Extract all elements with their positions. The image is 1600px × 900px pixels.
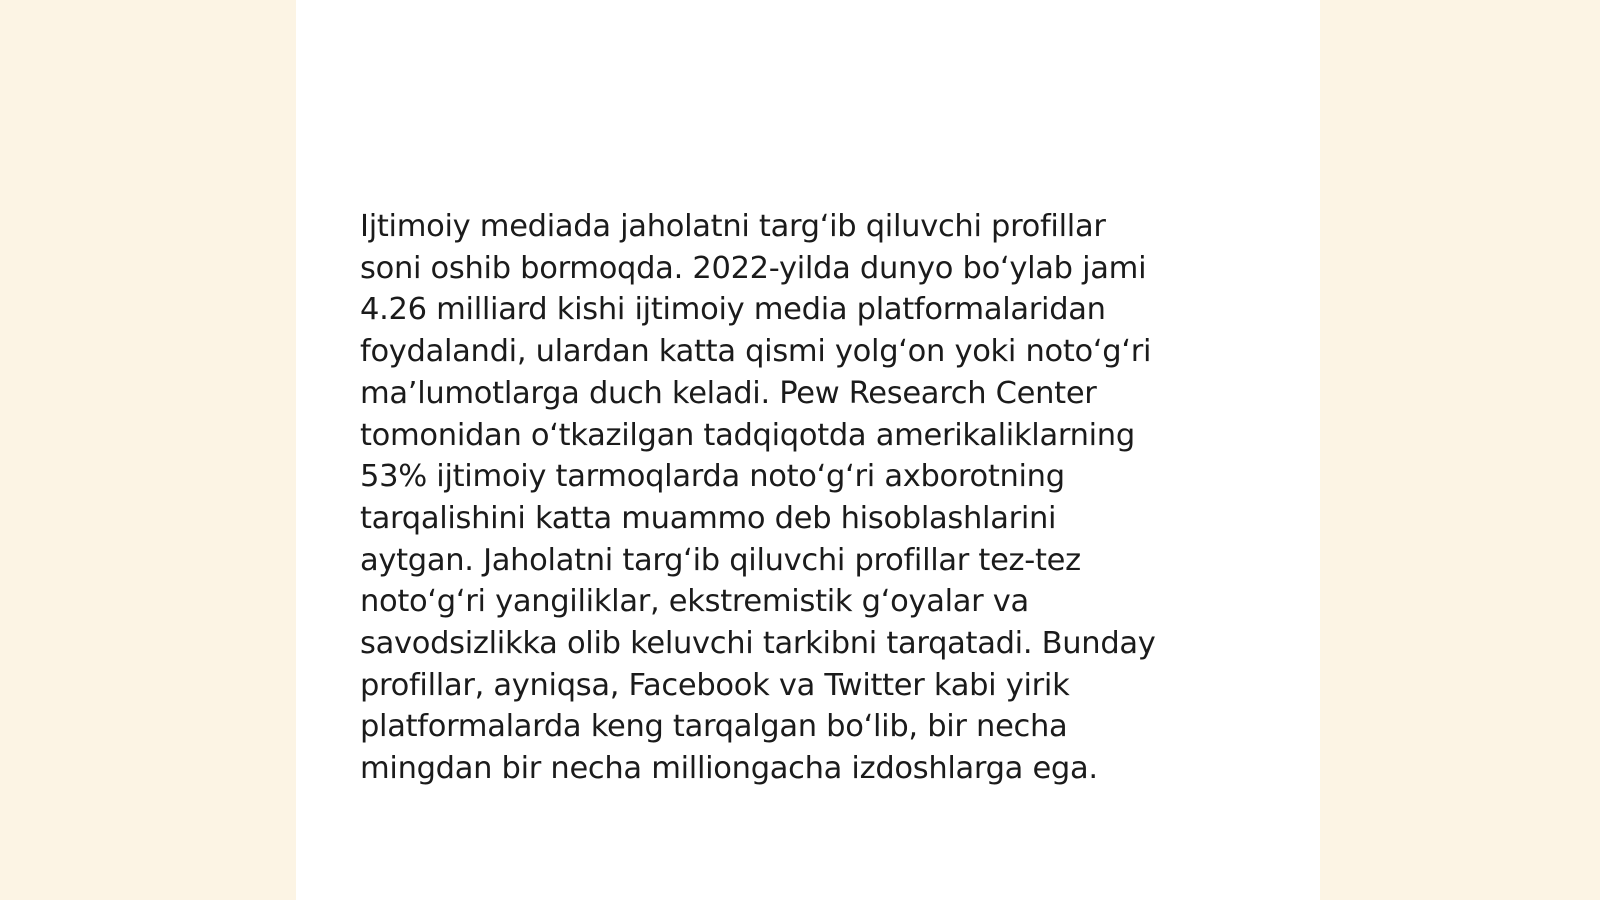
document-page — [296, 0, 1320, 900]
paragraph-line: tarqalishini katta muammo deb hisoblashlarini — [360, 500, 1057, 536]
paragraph-line: foydalandi, ulardan katta qismi yolg‘on yoki noto‘g‘ri — [360, 334, 1152, 370]
paragraph-line: ma’lumotlarga duch keladi. Pew Research Center — [360, 375, 1097, 411]
paragraph-line: savodsizlikka olib keluvchi tarkibni tarqatadi. Bunday — [360, 626, 1156, 662]
paragraph-line: Ijtimoiy mediada jaholatni targ‘ib qiluvchi profillar — [360, 209, 1106, 244]
paragraph-line: soni oshib bormoqda. 2022-yilda dunyo bo‘ylab jami — [360, 250, 1147, 286]
paragraph-line: tomonidan o‘tkazilgan tadqiqotda amerikaliklarning — [360, 417, 1135, 453]
paragraph-line: mingdan bir necha milliongacha izdoshlarga ega. — [360, 751, 1098, 787]
paragraph-line: 53% ijtimoiy tarmoqlarda noto‘g‘ri axborotning — [360, 459, 1065, 495]
paragraph-line: aytgan. Jaholatni targ‘ib qiluvchi profillar tez-tez — [360, 542, 1081, 578]
body-paragraph — [360, 206, 1240, 790]
paragraph-line: 4.26 milliard kishi ijtimoiy media platformalaridan — [360, 292, 1106, 328]
paragraph-line: noto‘g‘ri yangiliklar, ekstremistik g‘oyalar va — [360, 584, 1029, 620]
paragraph-line: platformalarda keng tarqalgan bo‘lib, bir necha — [360, 709, 1068, 745]
paragraph-line: profillar, ayniqsa, Facebook va Twitter kabi yirik — [360, 667, 1070, 703]
